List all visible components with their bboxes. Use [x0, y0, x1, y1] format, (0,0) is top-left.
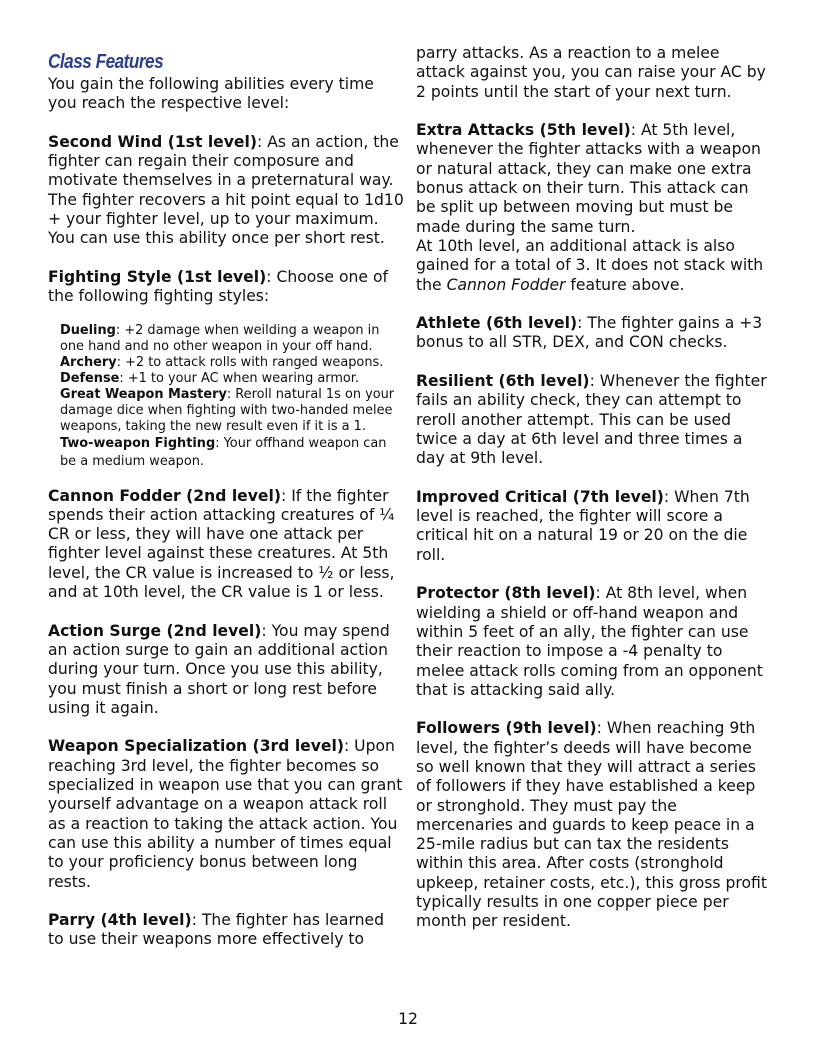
feature-action-surge [48, 622, 404, 718]
style-item [60, 371, 404, 387]
feature-resilient [416, 372, 772, 468]
style-text: : +1 to your AC when wearing armor. [119, 370, 359, 386]
feature-parry-continued: parry attacks. As a reaction to a melee attack against you, you can raise your AC by 2 points until the start of your next turn. [416, 44, 766, 101]
section-heading: Class Features [48, 51, 164, 73]
style-text: : +2 damage when weilding a weapon in one hand and no other weapon in your off hand. [60, 322, 380, 354]
style-text: : Reroll natural 1s on your damage dice when fighting with two-handed melee weapons, taking the new result even if it is a 1. [60, 386, 395, 434]
feature-title: Resilient (6th level) [416, 372, 590, 391]
feature-text: : When reaching 9th level, the fighter’s deeds will have become so well known that they will attract a series of followers if they have established a keep or stronghold. They must pay the mercenaries and guards to keep peace in a 25-mile radius but can tax the residents within this area. After costs (stronghold upkeep, retainer costs, etc.), this gross profit typically results in one copper piece per month per resident. [416, 719, 767, 931]
feature-weapon-specialization [48, 737, 404, 891]
feature-title: Protector (8th level) [416, 584, 596, 603]
feature-title: Extra Attacks (5th level) [416, 121, 631, 140]
feature-text: At 10th level, an additional attack is also gained for a total of 3. It does not stack with the [416, 236, 764, 294]
feature-title: Followers (9th level) [416, 719, 597, 738]
intro-paragraph: You gain the following abilities every time you reach the respective level: [48, 75, 374, 113]
feature-text: : As an action, the fighter can regain their composure and motivate themselves in a preternatural way. The fighter recovers a hit point equal to 1d10 + your fighter level, up to your maximum. You can use this ability once per short rest. [48, 132, 404, 248]
style-name: Archery [60, 354, 117, 370]
feature-text: : The fighter gains a +3 bonus to all STR, DEX, and CON checks. [416, 314, 763, 352]
style-item [60, 435, 404, 471]
feature-title: Parry (4th level) [48, 911, 192, 930]
style-item [60, 387, 404, 435]
style-name: Two-weapon Fighting [60, 435, 216, 451]
style-name: Great Weapon Mastery [60, 386, 227, 402]
left-column [48, 44, 404, 969]
feature-title: Cannon Fodder (2nd level) [48, 486, 281, 505]
feature-text: : If the fighter spends their action attacking creatures of ¼ CR or less, they will have one attack per fighter level against these creatures. At 5th level, the CR value is increased to ½ or less, and at 10th level, the CR value is 1 or less. [48, 486, 395, 602]
feature-title: Weapon Specialization (3rd level) [48, 737, 344, 756]
feature-title: Improved Critical (7th level) [416, 487, 664, 506]
feature-text: : You may spend an action surge to gain an additional action during your turn. Once you use this ability, you must finish a short or long rest before using it again. [48, 621, 390, 717]
feature-followers [416, 719, 772, 931]
feature-title: Athlete (6th level) [416, 314, 578, 333]
page-number: 12 [398, 1010, 418, 1028]
feature-text: : Whenever the fighter fails an ability check, they can attempt to reroll another attempt. This can be used twice a day at 6th level and three times a day at 9th level. [416, 372, 767, 468]
feature-second-wind [48, 133, 404, 249]
fighting-style-list [60, 321, 404, 471]
feature-title: Fighting Style (1st level) [48, 267, 267, 286]
style-text: : +2 to attack rolls with ranged weapons. [116, 354, 384, 370]
feature-title: Action Surge (2nd level) [48, 621, 262, 640]
feature-improved-critical [416, 488, 772, 565]
feature-text: : At 5th level, whenever the fighter attacks with a weapon or natural attack, they can make one extra bonus attack on their turn. This attack can be split up between moving but must be made during the same turn. [416, 121, 761, 236]
feature-extra-attacks [416, 121, 772, 295]
feature-text: : The fighter has learned to use their weapons more effectively to [48, 911, 384, 949]
feature-text: : When 7th level is reached, the fighter will score a critical hit on a natural 19 or 20 on the die roll. [416, 487, 750, 564]
feature-cannon-fodder [48, 487, 404, 603]
right-column [416, 44, 772, 951]
feature-text: : Upon reaching 3rd level, the fighter becomes so specialized in weapon use that you can grant yourself advantage on a weapon attack roll as a reaction to taking the attack action. You can use this ability a number of times equal to your proficiency bonus between long rests. [48, 737, 403, 891]
feature-text: : At 8th level, when wielding a shield or off-hand weapon and within 5 feet of an ally, the fighter can use their reaction to impose a -4 penalty to melee attack rolls coming from an opponent that is attacking said ally. [416, 584, 763, 699]
style-item [60, 355, 404, 371]
feature-protector [416, 584, 772, 700]
feature-text: : Choose one of the following fighting styles: [48, 267, 388, 306]
feature-title: Second Wind (1st level) [48, 132, 257, 151]
feature-fighting-style [48, 268, 404, 307]
style-item [60, 323, 404, 355]
style-name: Dueling [60, 322, 116, 338]
feature-athlete [416, 314, 772, 353]
feature-reference: Cannon Fodder [446, 275, 566, 294]
style-name: Defense [60, 370, 120, 386]
style-text: : Your offhand weapon can be a medium weapon. [60, 435, 387, 469]
feature-text: feature above. [565, 275, 685, 294]
feature-parry [48, 911, 404, 950]
